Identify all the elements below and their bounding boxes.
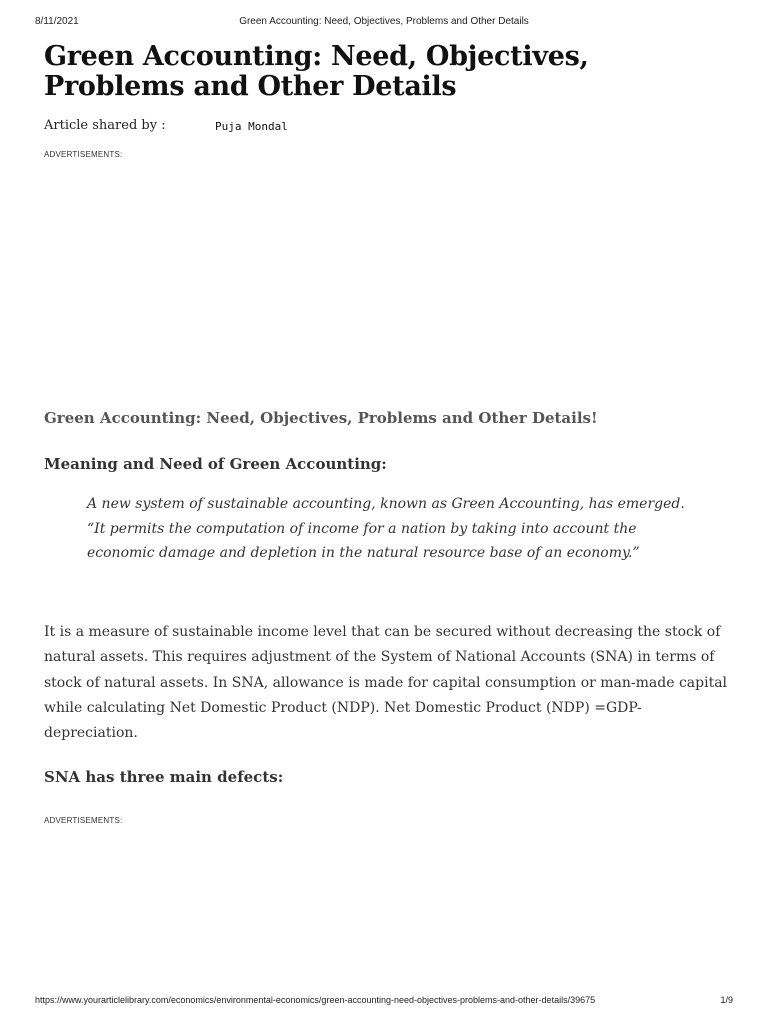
page-url: https://www.yourarticlelibrary.com/economics/environmental-economics/green-accounting-need-objectives-problems-and-other-details/39675 [35,995,596,1005]
intro-heading: Green Accounting: Need, Objectives, Problems and Other Details! [44,409,598,427]
section-heading-defects: SNA has three main defects: [44,768,284,786]
advertisement-label: ADVERTISEMENTS: [44,150,123,159]
byline [44,118,544,136]
section-heading-meaning: Meaning and Need of Green Accounting: [44,455,387,473]
body-paragraph: It is a measure of sustainable income level that can be secured without decreasing the stock of natural assets. This requires adjustment of the System of National Accounts (SNA) in terms of stock of natural assets. In SNA, allowance is made for capital consumption or man-made capital while calculating Net Domestic Product (NDP). Net Domestic Product (NDP) =GDP-depreciation. [44,624,728,742]
print-document-title: Green Accounting: Need, Objectives, Problems and Other Details [239,16,529,27]
print-date: 8/11/2021 [35,16,79,27]
print-footer [35,995,733,1009]
byline-label: Article shared by : [44,118,166,133]
advertisement-label: ADVERTISEMENTS: [44,816,123,825]
page-number: 1/9 [720,995,733,1005]
author-name[interactable]: Puja Mondal [215,120,288,133]
article-title: Green Accounting: Need, Objectives, Problems and Other Details [44,41,589,102]
definition-quote: A new system of sustainable accounting, known as Green Accounting, has emerged. “It permits the computation of income for a nation by taking into account the economic damage and depletion in the natural resource base of an economy.” [87,496,685,561]
print-header [35,16,733,30]
